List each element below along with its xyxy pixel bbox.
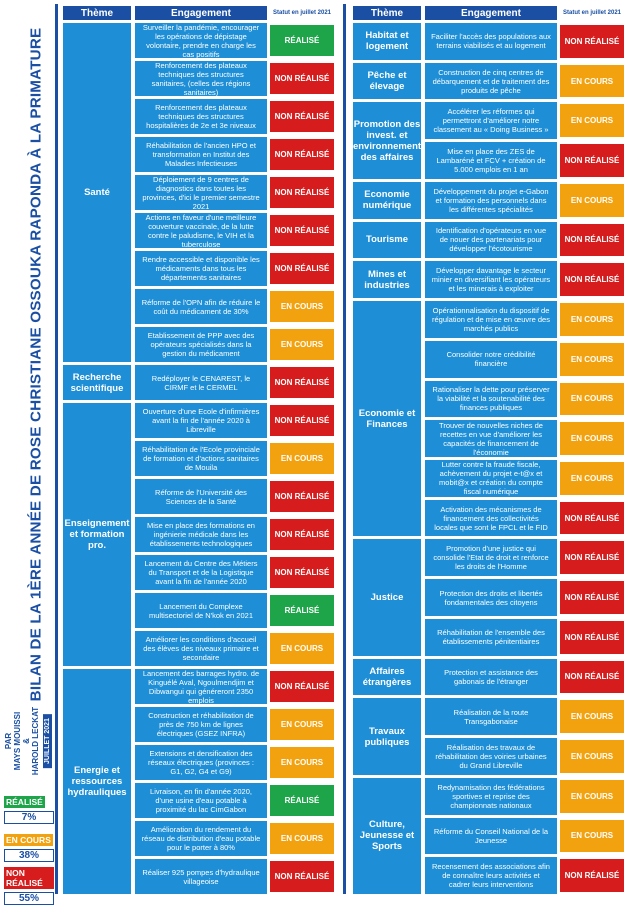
status-badge: NON RÉALISÉ xyxy=(270,861,334,892)
theme-cell: Energie et ressources hydrauliques xyxy=(63,669,131,894)
theme-cell: Enseignement et formation pro. xyxy=(63,403,131,666)
status-badge: EN COURS xyxy=(560,303,624,336)
status-badge: NON RÉALISÉ xyxy=(270,405,334,436)
header-theme-right: Thème xyxy=(353,6,421,20)
engagement-cell: Amélioration du rendement du réseau de distribution d'eau potable pour le porter à 80% xyxy=(135,821,267,856)
left-divider xyxy=(55,4,58,894)
engagement-cell: Réforme de l'OPN afin de réduire le coût du médicament de 30% xyxy=(135,289,267,324)
engagement-cell: Réalisation de la route Transgabonaise xyxy=(425,698,557,735)
engagement-cell: Extensions et densification des réseaux électriques (provinces : G1, G2, G4 et G9) xyxy=(135,745,267,780)
status-badge: EN COURS xyxy=(270,443,334,474)
status-badge: NON RÉALISÉ xyxy=(560,541,624,574)
engagement-cell: Lutter contre la fraude fiscale, achèvement du projet e-t@x et mobit@x et création du compte fiscal numérique xyxy=(425,460,557,497)
status-badge: NON RÉALISÉ xyxy=(560,859,624,892)
status-badge: EN COURS xyxy=(270,709,334,740)
status-badge: NON RÉALISÉ xyxy=(270,177,334,208)
status-badge: RÉALISÉ xyxy=(270,25,334,56)
engagement-cell: Réforme du Conseil National de la Jeunesse xyxy=(425,818,557,855)
engagement-cell: Rendre accessible et disponible les médicaments dans tous les départements sanitaires xyxy=(135,251,267,286)
status-badge: NON RÉALISÉ xyxy=(560,263,624,296)
header-engagement-left: Engagement xyxy=(135,6,267,20)
theme-cell: Pêche et élevage xyxy=(353,63,421,100)
authors-block xyxy=(2,693,54,788)
engagement-cell: Déploiement de 9 centres de diagnostics dans toutes les provinces, d'ici le premier semestre 2021 xyxy=(135,175,267,210)
status-badge: EN COURS xyxy=(270,329,334,360)
engagement-cell: Réalisation des travaux de réhabilitation des voiries urbaines du Grand Libreville xyxy=(425,738,557,775)
engagement-cell: Construction et réhabilitation de près de 750 km de lignes électriques (GSEZ INFRA) xyxy=(135,707,267,742)
engagement-cell: Réforme de l'Université des Sciences de la Santé xyxy=(135,479,267,514)
engagement-cell: Surveiller la pandémie, encourager les opérations de dépistage volontaire, prendre en charge les cas positifs xyxy=(135,23,267,58)
engagement-cell: Lancement du Complexe multisectoriel de N'kok en 2021 xyxy=(135,593,267,628)
engagement-cell: Réaliser 925 pompes d'hydraulique villageoise xyxy=(135,859,267,894)
engagement-cell: Réhabilitation de l'Ecole provinciale de formation et d'actions sanitaires de Mouila xyxy=(135,441,267,476)
engagement-cell: Construction de cinq centres de débarquement et de traitement des produits de pêche xyxy=(425,63,557,100)
legend-label: EN COURS xyxy=(6,835,51,845)
engagement-cell: Actions en faveur d'une meilleure couverture vaccinale, de la lutte contre le paludisme, le VIH et la tuberculose xyxy=(135,213,267,248)
engagement-cell: Développer davantage le secteur minier en diversifiant les opérateurs et les minerais à exploiter xyxy=(425,261,557,298)
theme-cell: Promotion des invest. et environnement des affaires xyxy=(353,102,421,178)
status-badge: NON RÉALISÉ xyxy=(270,519,334,550)
engagement-cell: Identification d'opérateurs en vue de nouer des partenariats pour développer l'écotourisme xyxy=(425,222,557,259)
engagement-cell: Consolider notre crédibilité financière xyxy=(425,341,557,378)
status-badge: NON RÉALISÉ xyxy=(270,215,334,246)
engagement-cell: Activation des mécanismes de financement des collectivités locales que sont le FPCL et le FID xyxy=(425,500,557,537)
status-badge: NON RÉALISÉ xyxy=(560,581,624,614)
status-badge: EN COURS xyxy=(560,462,624,495)
status-badge: EN COURS xyxy=(560,820,624,853)
status-badge: NON RÉALISÉ xyxy=(270,63,334,94)
status-badge: RÉALISÉ xyxy=(270,595,334,626)
status-badge: EN COURS xyxy=(560,422,624,455)
engagement-cell: Réhabilitation de l'ensemble des établissements pénitentiaires xyxy=(425,619,557,656)
status-badge: NON RÉALISÉ xyxy=(270,139,334,170)
status-badge: EN COURS xyxy=(560,740,624,773)
status-badge: EN COURS xyxy=(560,65,624,98)
status-badge: NON RÉALISÉ xyxy=(560,502,624,535)
status-badge: NON RÉALISÉ xyxy=(270,367,334,398)
engagement-cell: Renforcement des plateaux techniques des structures hospitalières de 2e et 3e niveaux xyxy=(135,99,267,134)
engagement-cell: Redynamisation des fédérations sportives et reprise des championnats nationaux xyxy=(425,778,557,815)
status-badge: NON RÉALISÉ xyxy=(560,661,624,694)
legend-label: RÉALISÉ xyxy=(6,797,43,807)
status-badge: NON RÉALISÉ xyxy=(270,253,334,284)
status-badge: NON RÉALISÉ xyxy=(270,671,334,702)
engagement-cell: Livraison, en fin d'année 2020, d'une usine d'eau potable à proximité du lac CimGabon xyxy=(135,783,267,818)
status-badge: EN COURS xyxy=(560,700,624,733)
header-theme-left: Thème xyxy=(63,6,131,20)
engagement-cell: Lancement du Centre des Métiers du Transport et de la Logistique avant la fin de l'année 2020 xyxy=(135,555,267,590)
theme-cell: Habitat et logement xyxy=(353,23,421,60)
status-badge: NON RÉALISÉ xyxy=(560,621,624,654)
status-badge: NON RÉALISÉ xyxy=(560,224,624,257)
engagement-cell: Mise en place des formations en ingénierie médicale dans les établissements technologiques xyxy=(135,517,267,552)
header-engagement-right: Engagement xyxy=(425,6,557,20)
legend-en-cours xyxy=(4,830,54,862)
theme-cell: Culture, Jeunesse et Sports xyxy=(353,778,421,894)
legend-realise xyxy=(4,792,54,824)
engagement-cell: Lancement des barrages hydro. de Kinguélé Aval, Ngoulmendjim et Dibwangui qui généreront 2350 emplois xyxy=(135,669,267,704)
theme-cell: Affaires étrangères xyxy=(353,659,421,696)
engagement-cell: Ouverture d'une Ecole d'infirmières avant la fin de l'année 2020 à Libreville xyxy=(135,403,267,438)
status-badge: EN COURS xyxy=(270,291,334,322)
theme-cell: Justice xyxy=(353,539,421,655)
author-2: HAROLD LECKAT xyxy=(31,706,40,775)
author-date: JUILLET 2021 xyxy=(43,714,52,768)
status-badge: NON RÉALISÉ xyxy=(270,481,334,512)
status-badge: NON RÉALISÉ xyxy=(560,144,624,177)
engagement-cell: Trouver de nouvelles niches de recettes en vue d'améliorer les capacités de financement de l'économie xyxy=(425,420,557,457)
status-badge: EN COURS xyxy=(560,184,624,217)
engagement-cell: Développement du projet e-Gabon et formation des personnels dans les différentes spécialités xyxy=(425,182,557,219)
engagement-cell: Rationaliser la dette pour préserver la viabilité et la soutenabilité des finances publiques xyxy=(425,381,557,418)
author-1: MAYS MOUISSI xyxy=(13,711,22,770)
engagement-cell: Redéployer le CENAREST, le CIRMF et le CERMEL xyxy=(135,365,267,400)
theme-cell: Travaux publiques xyxy=(353,698,421,774)
author-and: & xyxy=(22,737,31,744)
engagement-cell: Opérationnalisation du dispositif de régulation et de mise en œuvre des marchés publics xyxy=(425,301,557,338)
status-badge: EN COURS xyxy=(270,633,334,664)
legend-label: NON RÉALISÉ xyxy=(4,867,54,889)
page-title: BILAN DE LA 1ÈRE ANNÉE DE ROSE CHRISTIANE OSSOUKA RAPONDA À LA PRIMATURE xyxy=(27,27,45,701)
theme-cell: Economie et Finances xyxy=(353,301,421,536)
engagement-cell: Mise en place des ZES de Lambaréné et FCV + création de 5.000 emplois en 1 an xyxy=(425,142,557,179)
header-status-left: Statut en juillet 2021 xyxy=(270,6,334,20)
engagement-cell: Recensement des associations afin de connaître leurs activités et cadrer leurs interventions xyxy=(425,857,557,894)
page-title-wrapper xyxy=(22,6,50,722)
theme-cell: Recherche scientifique xyxy=(63,365,131,400)
engagement-cell: Protection des droits et libertés fondamentales des citoyens xyxy=(425,579,557,616)
status-badge: NON RÉALISÉ xyxy=(270,101,334,132)
author-by: PAR xyxy=(4,732,13,749)
status-badge: RÉALISÉ xyxy=(270,785,334,816)
legend-pct: 7% xyxy=(4,811,54,824)
engagement-cell: Accélérer les réformes qui permettront d'améliorer notre classement au « Doing Business » xyxy=(425,102,557,139)
status-badge: EN COURS xyxy=(270,823,334,854)
status-badge: NON RÉALISÉ xyxy=(560,25,624,58)
theme-cell: Tourisme xyxy=(353,222,421,259)
legend-pct: 38% xyxy=(4,849,54,862)
status-badge: EN COURS xyxy=(270,747,334,778)
center-divider xyxy=(343,4,346,894)
engagement-cell: Etablissement de PPP avec des opérateurs spécialisés dans la gestion du médicament xyxy=(135,327,267,362)
engagement-cell: Améliorer les conditions d'accueil des élèves des niveaux primaire et secondaire xyxy=(135,631,267,666)
theme-cell: Mines et industries xyxy=(353,261,421,298)
theme-cell: Economie numérique xyxy=(353,182,421,219)
engagement-cell: Renforcement des plateaux techniques des structures sanitaires, (celles des régions sanitaires) xyxy=(135,61,267,96)
engagement-cell: Réhabilitation de l'ancien HPO et transformation en Institut des Maladies Infectieuses xyxy=(135,137,267,172)
engagement-cell: Protection et assistance des gabonais de l'étranger xyxy=(425,659,557,696)
legend-pct: 55% xyxy=(4,892,54,905)
status-badge: NON RÉALISÉ xyxy=(270,557,334,588)
legend-non-realise xyxy=(4,867,54,905)
authors-text xyxy=(4,706,52,774)
status-badge: EN COURS xyxy=(560,780,624,813)
engagement-cell: Promotion d'une justice qui consolide l'Etat de droit et renforce les droits de l'Homme xyxy=(425,539,557,576)
status-badge: EN COURS xyxy=(560,343,624,376)
header-status-right: Statut en juillet 2021 xyxy=(560,6,624,20)
theme-cell: Santé xyxy=(63,23,131,362)
status-badge: EN COURS xyxy=(560,383,624,416)
engagement-cell: Faciliter l'accès des populations aux terrains viabilisés et au logement xyxy=(425,23,557,60)
status-badge: EN COURS xyxy=(560,104,624,137)
